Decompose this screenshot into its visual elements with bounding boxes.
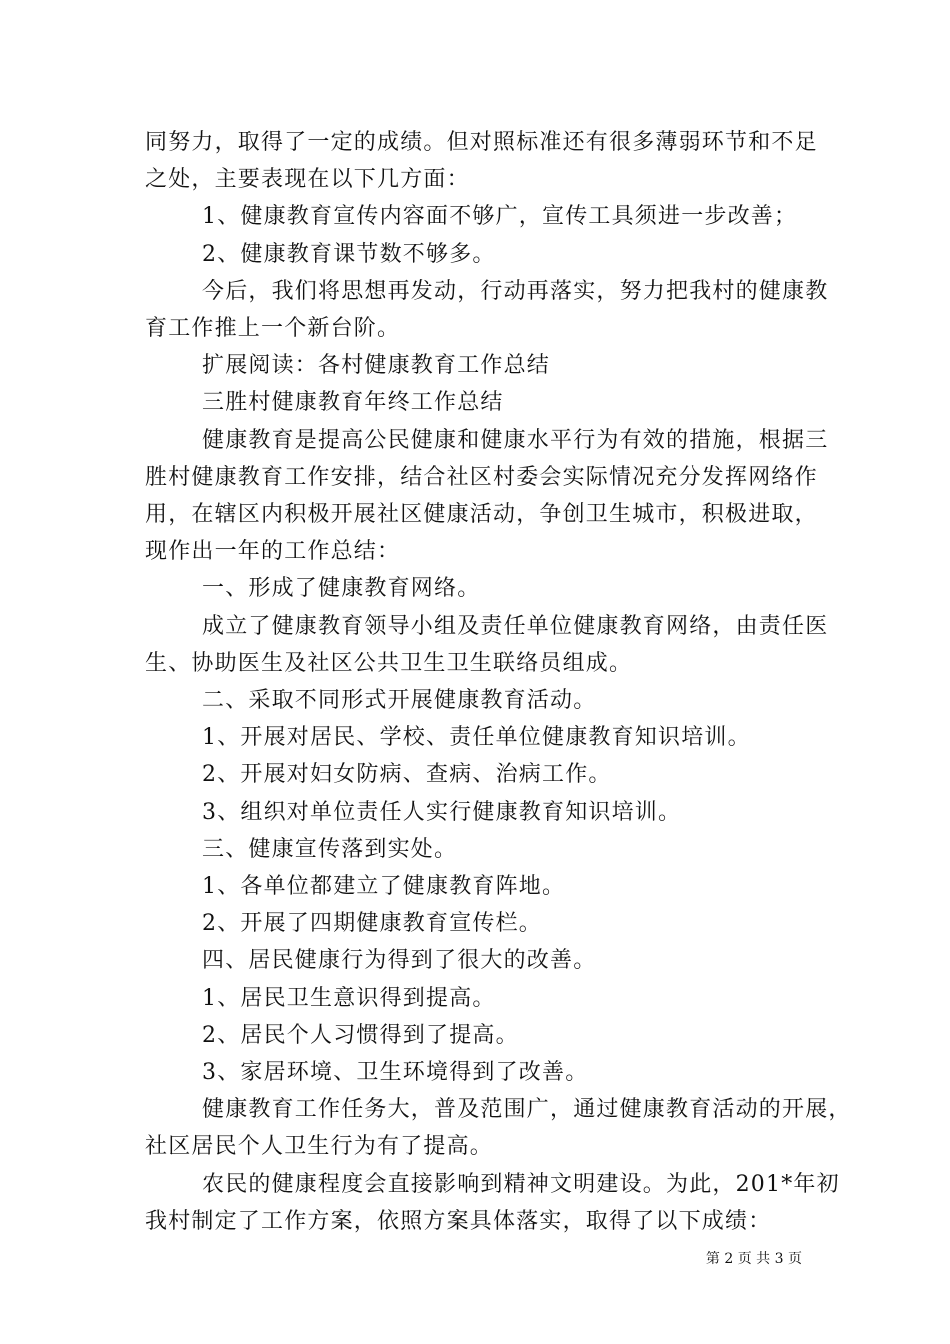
paragraph	[145, 459, 818, 571]
text-line: 2、开展了四期健康教育宣传栏。	[202, 911, 542, 937]
text-line: 1、各单位都建立了健康教育阵地。	[202, 874, 566, 900]
text-line: 农民的健康程度会直接影响到精神文明建设。为此，201*年初	[202, 1171, 840, 1197]
text-line: 三、健康宣传落到实处。	[202, 836, 458, 862]
text-line: 成立了健康教育领导小组及责任单位健康教育网络，由责任医	[202, 613, 829, 639]
paragraph	[145, 384, 813, 421]
text-line: 2、居民个人习惯得到了提高。	[202, 1022, 519, 1048]
paragraph	[145, 980, 813, 1017]
paragraph	[145, 1128, 813, 1165]
text-line: 三胜村健康教育年终工作总结	[202, 390, 504, 416]
text-line: 之处，主要表现在以下几方面：	[145, 167, 470, 193]
text-line: 3、家居环境、卫生环境得到了改善。	[202, 1060, 589, 1086]
paragraph	[145, 756, 813, 793]
paragraph	[145, 236, 813, 273]
text-line: 1、开展对居民、学校、责任单位健康教育知识培训。	[202, 725, 751, 751]
paragraph	[145, 868, 813, 905]
paragraph	[145, 905, 813, 942]
text-line: 社区居民个人卫生行为有了提高。	[145, 1134, 494, 1160]
text-line: 1、健康教育宣传内容面不够广，宣传工具须进一步改善；	[202, 204, 798, 230]
text-line: 健康教育工作任务大，普及范围广，通过健康教育活动的开展，	[202, 1097, 852, 1123]
paragraph	[145, 608, 829, 645]
paragraph	[145, 1091, 852, 1128]
paragraph	[145, 645, 813, 682]
text-line: 用，在辖区内积极开展社区健康活动，争创卫生城市，积极进取，	[145, 502, 818, 528]
paragraph	[145, 831, 813, 868]
text-line: 扩展阅读：各村健康教育工作总结	[202, 353, 551, 379]
text-line: 一、形成了健康教育网络。	[202, 576, 481, 602]
paragraph	[145, 347, 813, 384]
paragraph	[145, 570, 813, 607]
text-line: 育工作推上一个新台阶。	[145, 316, 401, 342]
paragraph	[145, 1017, 813, 1054]
text-line: 2、健康教育课节数不够多。	[202, 241, 496, 267]
paragraph	[145, 719, 813, 756]
paragraph	[145, 1054, 813, 1091]
text-line: 3、组织对单位责任人实行健康教育知识培训。	[202, 799, 682, 825]
text-line: 四、居民健康行为得到了很大的改善。	[202, 948, 597, 974]
paragraph	[145, 310, 813, 347]
text-line: 健康教育是提高公民健康和健康水平行为有效的措施，根据三	[202, 427, 829, 453]
text-line: 二、采取不同形式开展健康教育活动。	[202, 688, 597, 714]
paragraph	[145, 682, 813, 719]
page-number-footer: 第 2 页 共 3 页	[705, 1251, 802, 1267]
paragraph	[145, 422, 829, 459]
text-line: 现作出一年的工作总结：	[145, 539, 401, 565]
text-line: 今后，我们将思想再发动，行动再落实，努力把我村的健康教	[202, 278, 829, 304]
paragraph	[145, 1203, 813, 1240]
text-line: 同努力，取得了一定的成绩。但对照标准还有很多薄弱环节和不足	[145, 130, 818, 155]
paragraph	[145, 124, 818, 198]
paragraph	[145, 198, 813, 235]
document-body	[145, 124, 852, 1240]
text-line: 生、协助医生及社区公共卫生卫生联络员组成。	[145, 650, 633, 676]
paragraph	[145, 273, 829, 310]
text-line: 我村制定了工作方案，依照方案具体落实，取得了以下成绩：	[145, 1208, 772, 1234]
text-line: 胜村健康教育工作安排，结合社区村委会实际情况充分发挥网络作	[145, 464, 818, 490]
paragraph	[145, 794, 813, 831]
text-line: 2、开展对妇女防病、查病、治病工作。	[202, 762, 612, 788]
paragraph	[145, 1166, 840, 1203]
paragraph	[145, 942, 813, 979]
text-line: 1、居民卫生意识得到提高。	[202, 985, 496, 1011]
